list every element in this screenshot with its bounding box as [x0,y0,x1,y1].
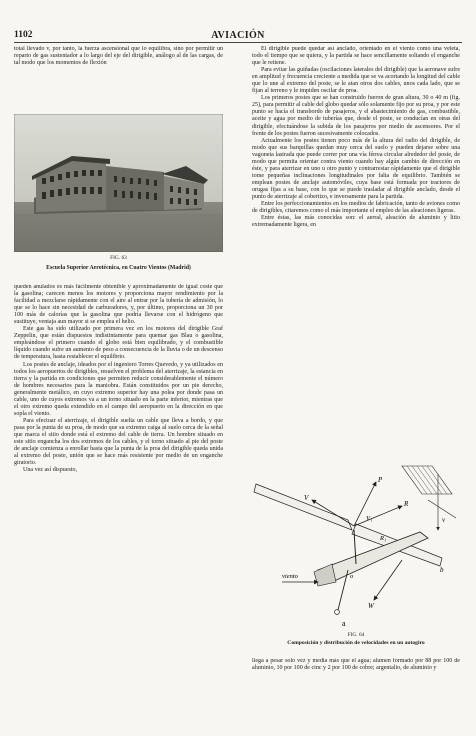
figure-63-caption: Escuela Superior Aerotécnica, en Cuatro Vientos (Madrid) [46,265,191,271]
paragraph: Una vez así dispuesto, [23,467,78,474]
figure-64-number: FIG. 64 [347,632,365,638]
label-o: o [350,573,354,580]
building-photo-illustration [14,114,223,252]
vector-weight [374,560,402,600]
autogiro-velocity-diagram [252,460,460,630]
label-viento: viento [282,573,298,580]
paragraph: Actualmente los postes tienen poco más de la altura del radio del dirigible, de modo que sus barquillas quedan muy cerca del suelo y pueden dejarse sobre una vagoneta lastrada que puede correr por una vía férrea circular alrededor del poste, de modo que permita orientar contra viento cuando hay algún cambio de dirección en éste, y para aterrizar en uno u otro punto y contrarrestar rápidamente que el dirigible tome pequeñas inclinaciones longitudinales por falta de equilibrio. También se emplean postes de anclaje automóviles, cuya base está formada por tractores de orugas fijas a su base, con lo que se puede trasladar al dirigible anclado, desde el punto de aterrizaje al cobertizo, e inversamente para la partida. [252,137,460,200]
page-header [14,30,462,42]
text-column-right-top [252,46,460,458]
label-Vt: V₁ [366,515,373,522]
photo-escuela-aerotecnica [14,114,223,252]
text-column-top-left [14,46,223,114]
text-column-right-bottom [252,658,460,736]
label-R: R [404,500,409,508]
diagram-svg [252,460,460,630]
vector-resultant [354,506,402,526]
paragraph: Entre los perfeccionamientos en los medios de fabricación, tanto de aviones como de dirigibles, citaremos como el más importante el empleo de las aleaciones ligeras. [252,201,460,215]
running-title: AVIACIÓN [211,30,265,41]
rotor-blade-left [254,484,352,530]
paragraph: llega a pesar solo vez y media más que el agua; alumen formado por 88 por 100 de aluminio, 10 por 100 de cinc y 2 por 100 de cobre; argentalio, de aluminio y [252,658,460,672]
paragraph: Entre éstas, las más conocidas son: el aerral, aleación de aluminio y litio extremadamente ligera, en [252,215,460,229]
label-b: b [440,566,444,574]
page-number: 1102 [14,30,33,40]
figure-64-caption: Composición y distribución de velocidades en un autogiro [287,640,425,646]
paragraph: Este gas ha sido utilizado por primera vez en los motores del dirigible Graf Zeppelin, que están dispuestos indistintamente para quemar gas Blau o gasolina, empleándose el primero cuando el globo está bien equilibrado, y el combustible líquido cuando sufre un aumento de peso a consecuencia de la lluvia o de un descenso de temperatura, hasta restablecer el equilibrio. [14,326,223,361]
label-Rt: R₁ [380,535,387,542]
paragraph: Para efectuar el aterrizaje, el dirigible suelta un cable que lleva a bordo, y que pasa por la punta de su proa, de modo que su extremo caiga al suelo cerca de la señal que marca el sitio donde está el extremo del cable de tierra. Un hombre situado en este sitio engancha los dos extremos de los cables, y el torno situado al pie del poste de anclaje comienza a enrollar hasta que la punta de la proa del dirigible queda unida al extremo del poste, unión que se hace más resistente por medio de un enganche giratorio. [14,417,223,467]
blade-section-hatched [402,466,456,530]
vector-lift [354,482,376,526]
text-column-left-bottom [14,284,223,736]
paragraph: total llevado v, por tanto, la fuerza ascensional que lo equilibra, sino por permitir un reparto de gas sustentador a lo largo del eje del dirigible, análogo al de las cargas, de tal modo que los momentos de flexión [14,46,223,67]
figure-63-number: FIG. 63 [110,255,127,261]
paragraph: Los primeros postes que se han construido fueron de gran altura, 30 o 40 m (fig. 25), para permitir al cable del globo quedar sólo solamente fijo por su proa, y por este punto se hacía el transbordo de pasajeros, y el abastecimiento de gas, combustible, aceite y agua por medio de tuberías que, desde el poste, se conducían en otras del dirigible, efectuándose la subida de los pasajeros por medio de ascensores. Por el frente de los postes fueron sucesivamente colocados. [252,95,460,137]
header-rule [14,42,462,43]
label-a: a [342,619,346,628]
label-v: v [442,516,446,524]
paragraph: queden anulados es más fácilmente obtenible y aproximadamente de igual coste que la gasolina; carecen menos los motores y proporciona mayor rendimiento por la facilidad a mezclarse rápidamente con el aire al entrar por la tubería de admisión, lo que se lo hace sin necesidad de carburadores, y, por último, proporciona un 30 por 100 más de calorías que la gasolina que podría llevarse con el hidrógeno que sustituye, ventaja aun mayor si se emplea el helio. [14,284,223,326]
paragraph: Para evitar las guiñadas (oscilaciones laterales del dirigible) que la aeronave sufre en amplitud y frecuencia creciente a medida que se va acortando la longitud del cable que lo une al extremo del poste, se le atan otros dos cables, unos cada lado, que se fijan al terreno y le impiden oscilar de proa. [252,67,460,95]
paragraph: Los postes de anclaje, ideados por el ingeniero Torres Quevedo, y ya utilizados en todos los aeropuertos de dirigibles, resuelven el problema del aterrizaje, la estancia en tierra y la partida en condiciones que permiten reducir considerablemente el número de hombres necesarios para la maniobra. Están constituidos por un pie derecho, generalmente metálico, en cuyo extremo superior hay una polea por donde pasa un cable, uno de cuyos extremos va a un torno situado en la parte inferior, mientras que el otro extremo queda extendido en el campo del aeropuerto en la dirección en que sopla el viento. [14,361,223,417]
propeller-nose [314,564,336,586]
label-V: V [304,494,309,502]
label-P: P [378,476,383,484]
paragraph: El dirigible puede quedar así anclado, orientado en el viento como una veleta, todo el tiempo que se quiera, y la partida se hace sencillamente soltando el enganche que le retiene. [252,46,460,67]
label-W: W [368,602,374,610]
